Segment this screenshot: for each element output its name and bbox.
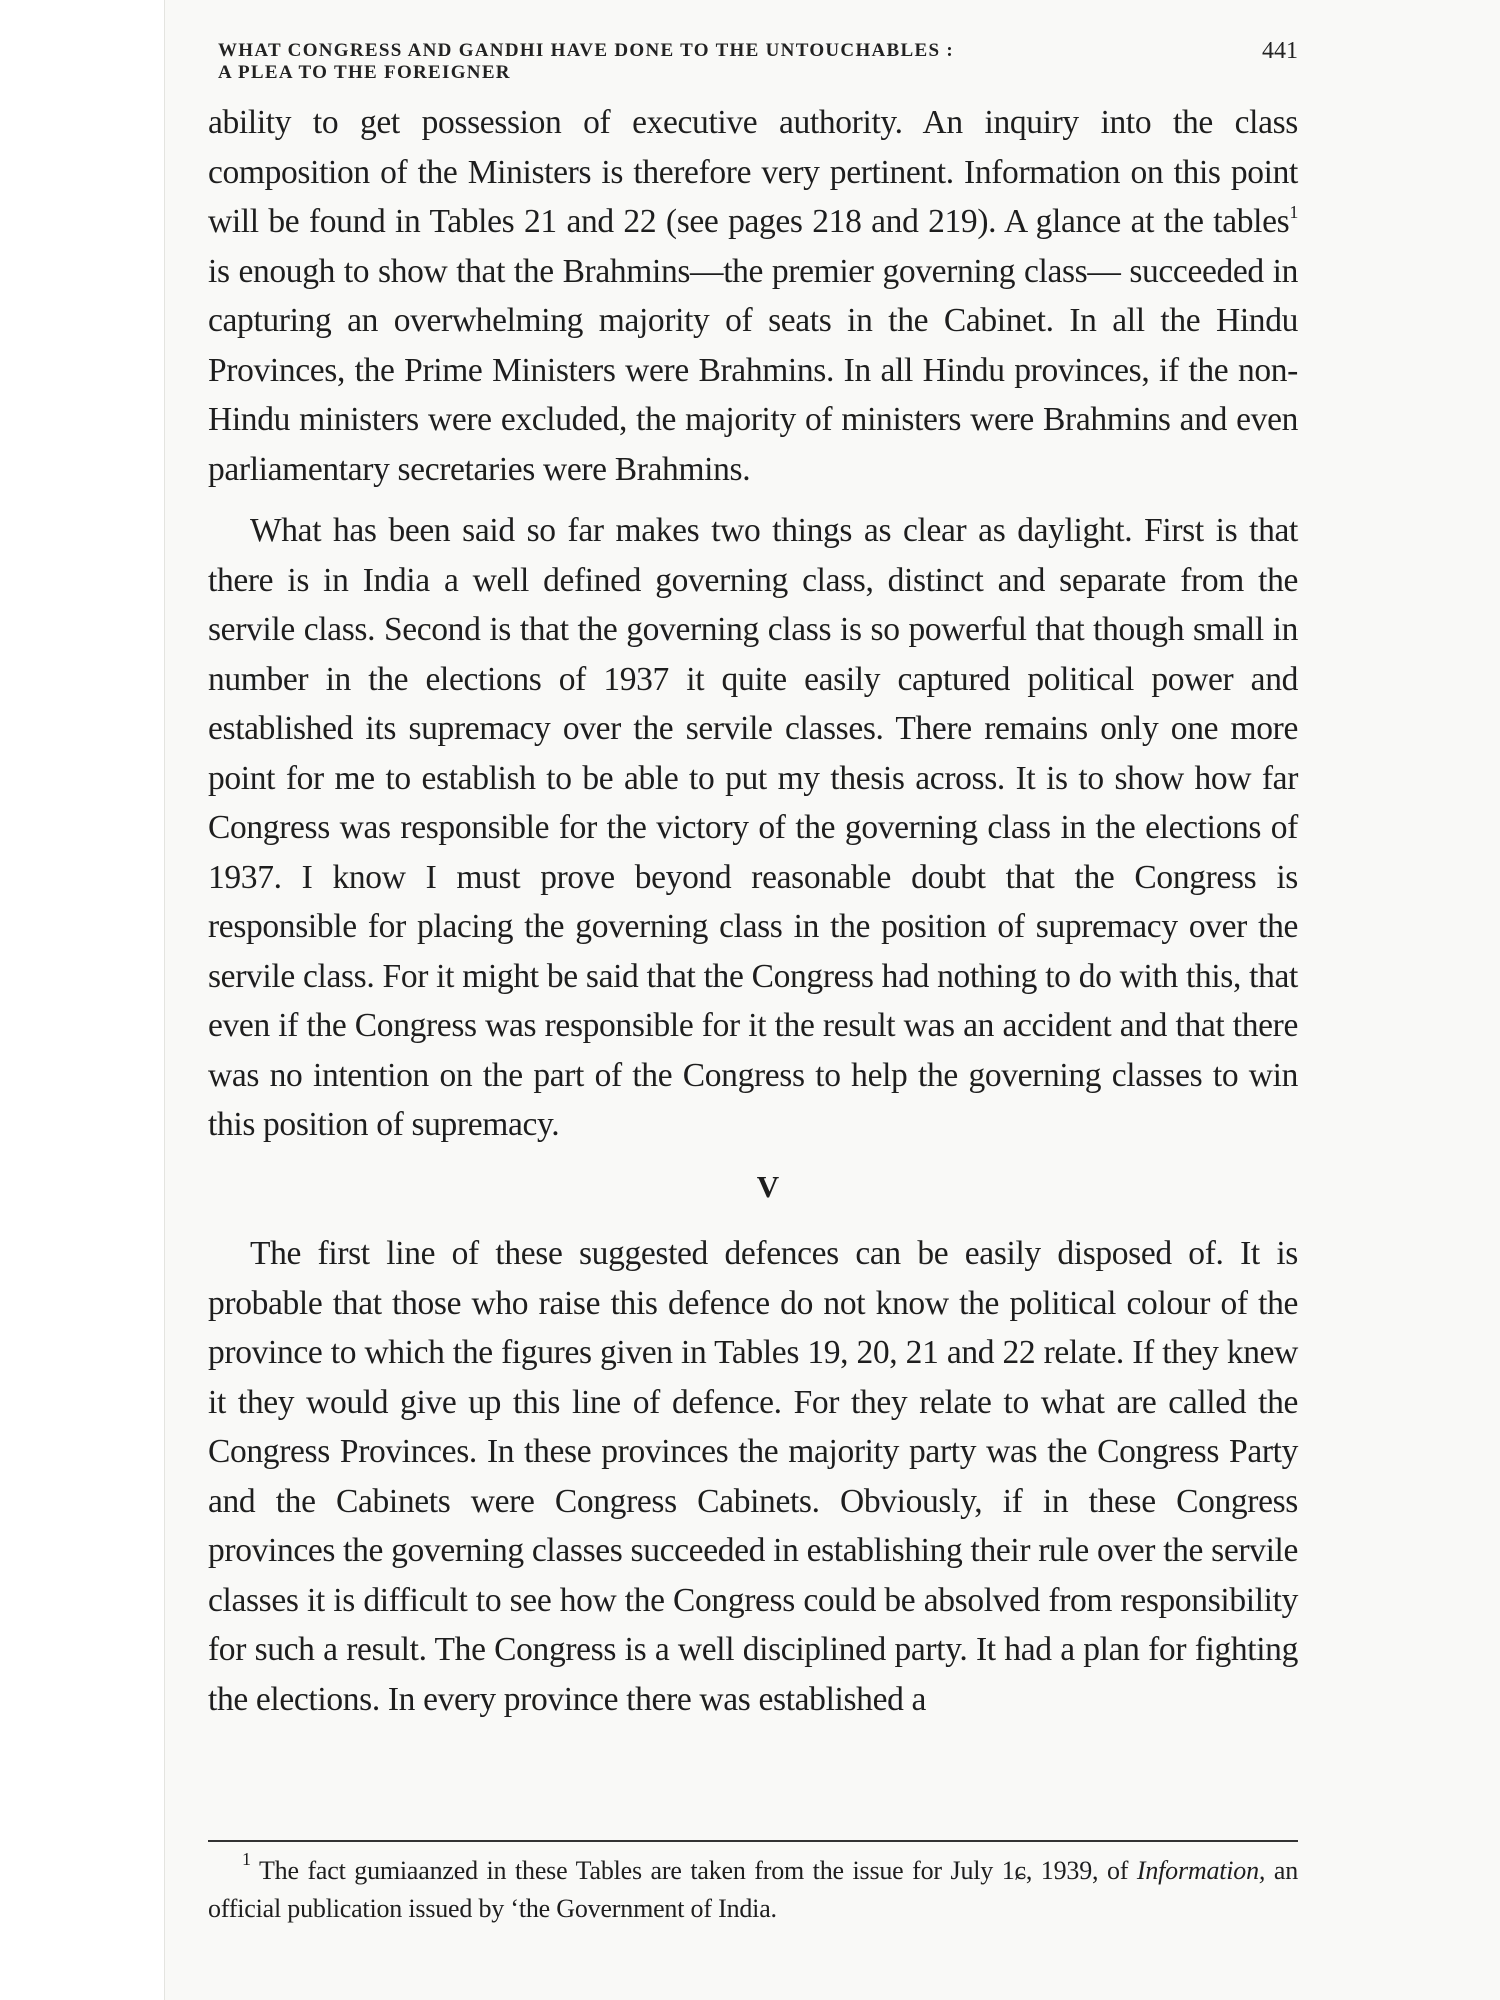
paragraph-1-text-a: ability to get possession of executive authority. An inquiry into the class composition of the Ministers is therefore very pertinent. Information on this point will be found in Tables 21 and 22 (see pages 218 and 219). A glance at the tables <box>208 104 1298 240</box>
footnote-publication-title: Information, <box>1136 1856 1266 1885</box>
footnote-text-b: an official publication issued by ‘the Government of India. <box>208 1856 1298 1923</box>
footnote-text-a: The fact gumiaanzed in these Tables are taken from the issue for July 1ɕ, 1939, of <box>250 1856 1137 1885</box>
footnote-reference: 1 <box>1289 202 1298 222</box>
body-text <box>208 98 1298 1724</box>
footnote <box>208 1849 1298 1928</box>
running-title-line-2: A PLEA TO THE FOREIGNER <box>218 62 511 83</box>
section-heading: V <box>756 1168 780 1204</box>
paragraph-3: The first line of these suggested defences can be easily disposed of. It is probable that those who raise this defence do not know the political colour of the province to which the figures given in Tables 19, 20, 21 and 22 relate. If they knew it they would give up this line of defence. For they relate to what are called the Congress Provinces. In these provinces the majority party was the Congress Party and the Cabinets were Congress Cabinets. Obviously, if in these Congress provinces the governing classes succeeded in establishing their rule over the servile classes it is difficult to see how the Congress could be absolved from responsibility for such a result. The Congress is a well disciplined party. It had a plan for fighting the elections. In every province there was established a <box>208 1235 1298 1718</box>
footnote-marker: 1 <box>242 1849 251 1869</box>
paragraph-2: What has been said so far makes two things as clear as daylight. First is that there is in India a well defined governing class, distinct and separate from the servile class. Second is that the governing class is so powerful that though small in number in the elections of 1937 it quite easily captured political power and established its supremacy over the servile classes. There remains only one more point for me to establish to be able to put my thesis across. It is to show how far Congress was responsible for the victory of the governing class in the elections of 1937. I know I must prove beyond reasonable doubt that the Congress is responsible for placing the governing class in the position of supremacy over the servile class. For it might be said that the Congress had nothing to do with this, that even if the Congress was responsible for it the result was an accident and that there was no intention on the part of the Congress to help the governing classes to win this position of supremacy. <box>208 512 1298 1143</box>
paragraph-1 <box>208 98 1298 494</box>
paragraph-1-text-b: is enough to show that the Brahmins—the premier governing class— succeeded in capturing an overwhelming majority of seats in the Cabinet. In all the Hindu Provinces, the Prime Ministers were Brahmins. In all Hindu provinces, if the non-Hindu ministers were excluded, the majority of ministers were Brahmins and even parliamentary secretaries were Brahmins. <box>208 252 1298 488</box>
footnote-divider <box>208 1840 1298 1842</box>
footnote-text <box>208 1849 1298 1928</box>
page-number: 441 <box>1262 38 1298 64</box>
running-title-line-1: WHAT CONGRESS AND GANDHI HAVE DONE TO THE UNTOUCHABLES : <box>218 40 955 61</box>
running-head <box>218 40 1298 84</box>
